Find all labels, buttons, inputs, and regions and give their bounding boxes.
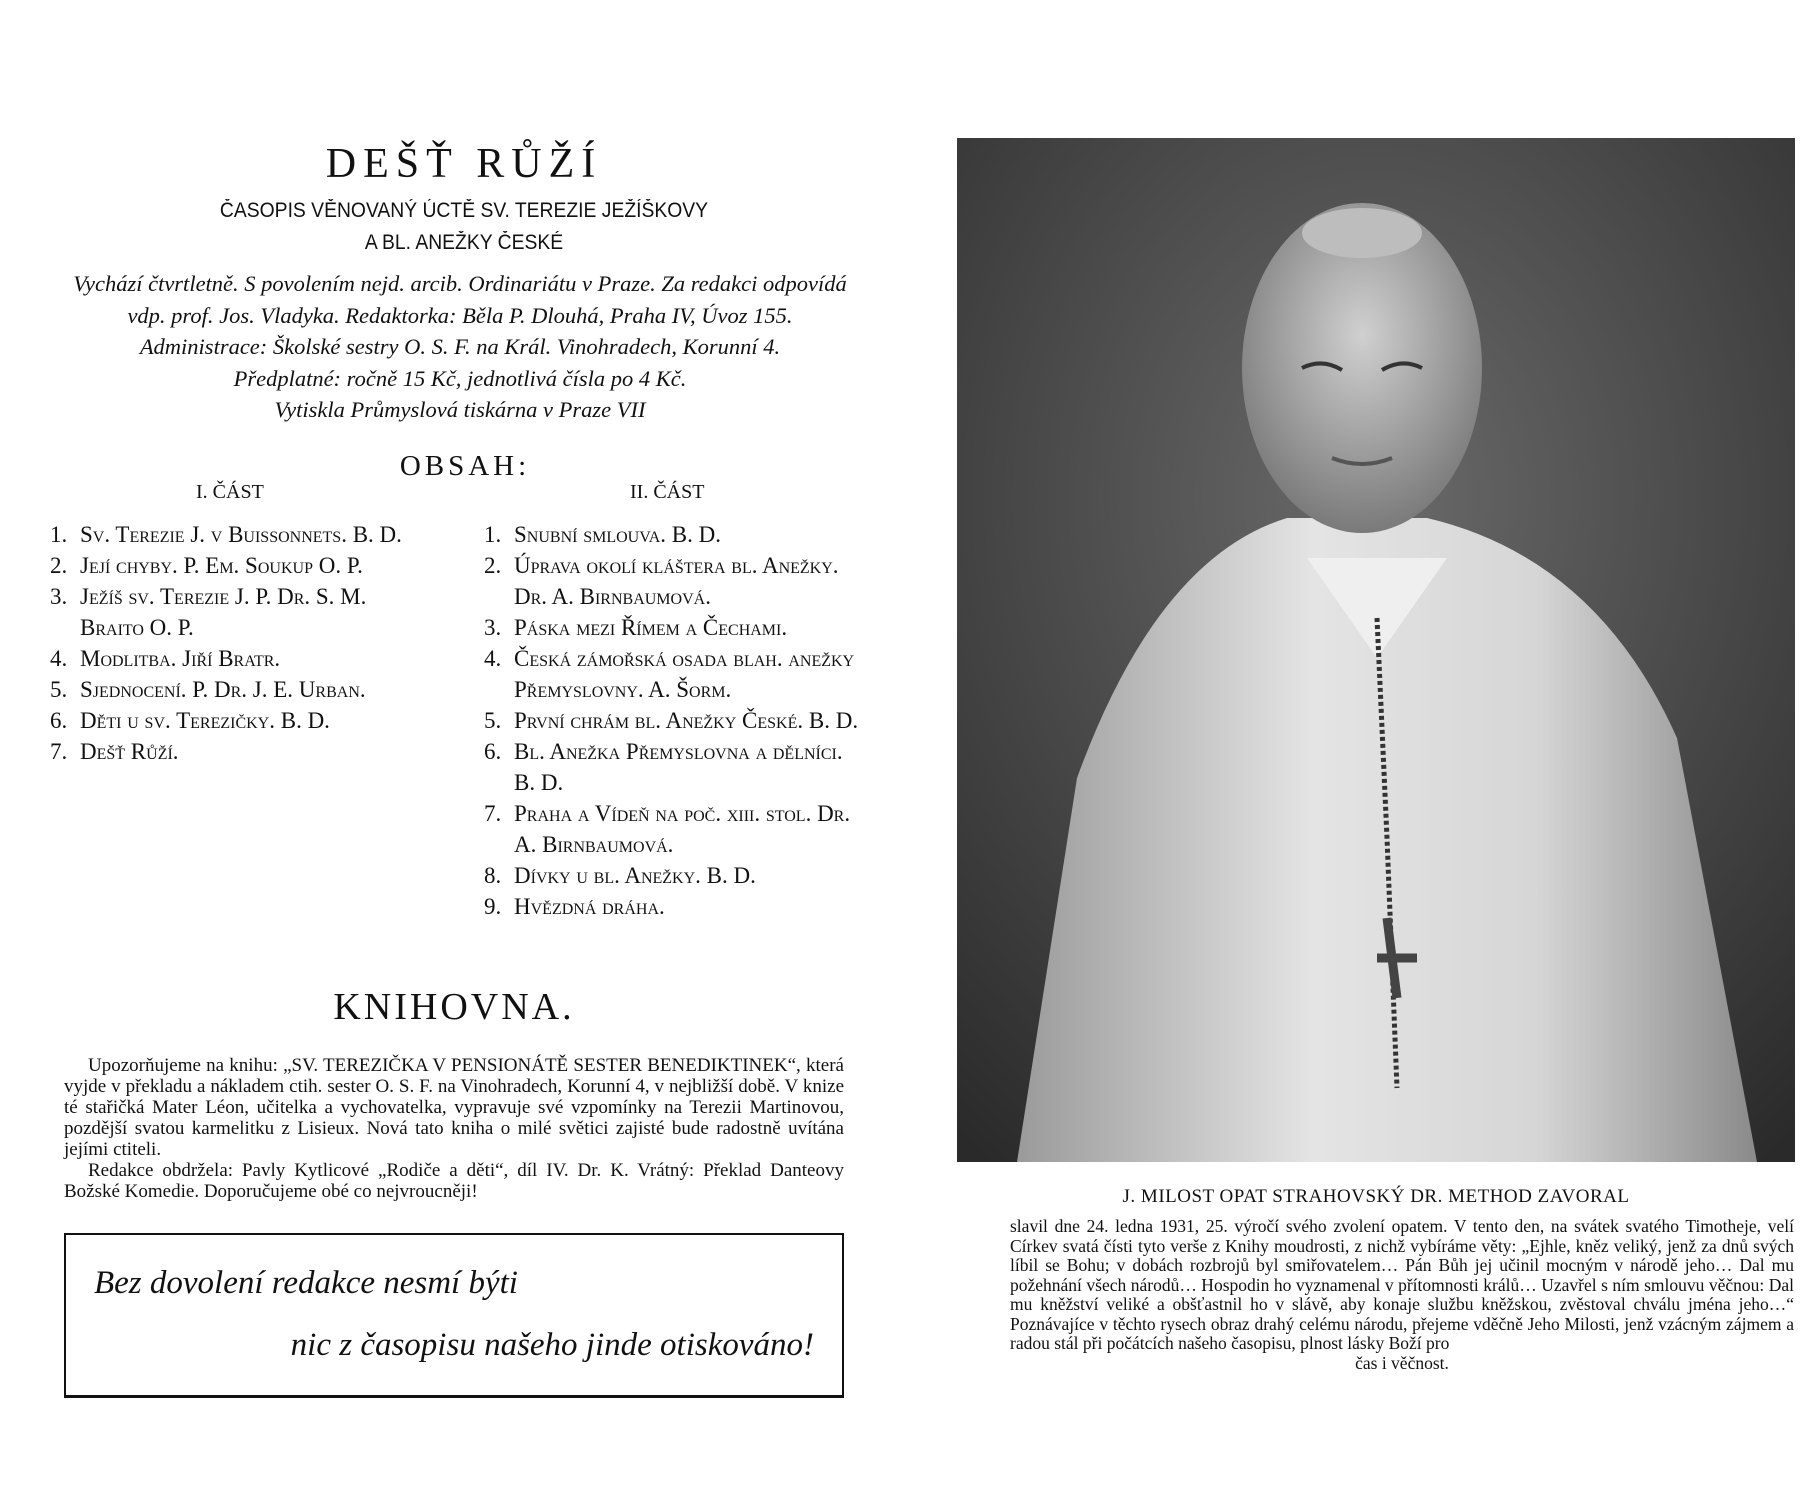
portrait-image (957, 138, 1795, 1162)
notice-line: Bez dovolení redakce nesmí býti (94, 1265, 518, 1301)
library-text (64, 1055, 844, 1202)
contents-item-title: Dívky u bl. Anežky. B. D. (514, 863, 756, 888)
contents-item-title: Úprava okolí kláštera bl. Anežky. Dr. A. Birnbaumová. (514, 553, 839, 609)
magazine-title: DEŠŤ RŮŽÍ (325, 141, 603, 187)
imprint (40, 268, 880, 426)
contents-item (484, 643, 864, 705)
contents-item-number: 2. (50, 553, 68, 578)
contents-item-title: Sjednocení. P. Dr. J. E. Urban. (80, 677, 366, 702)
contents-part2-list (484, 519, 864, 922)
contents-item (50, 519, 428, 550)
library-heading: KNIHOVNA. (333, 986, 575, 1028)
contents-item (50, 581, 428, 643)
contents-item-number: 4. (484, 646, 502, 671)
contents-item-title: Páska mezi Římem a Čechami. (514, 615, 788, 640)
contents-item (484, 798, 864, 860)
magazine-subtitle: ČASOPIS VĚNOVANÝ ÚCTĚ SV. TEREZIE JEŽÍŠKOVY (219, 199, 709, 222)
contents-item-title: První chrám bl. Anežky České. B. D. (514, 708, 859, 733)
contents-item (484, 550, 864, 612)
contents-item (50, 674, 428, 705)
contents-item-number: 3. (484, 615, 502, 640)
contents-item (50, 643, 428, 674)
contents-item (484, 705, 864, 736)
library-paragraph: Redakce obdržela: Pavly Kytlicové „Rodiče a děti“, díl IV. Dr. K. Vrátný: Překlad Danteovy Božské Komedie. Doporučujeme obé co nejvroucněji! (64, 1160, 844, 1202)
contents-item-title: Její chyby. P. Em. Soukup O. P. (80, 553, 363, 578)
contents-item (50, 550, 428, 581)
imprint-line: Vychází čtvrtletně. S povolením nejd. arcib. Ordinariátu v Praze. Za redakci odpovídá (73, 271, 847, 296)
portrait-photo (957, 138, 1795, 1162)
imprint-line: vdp. prof. Jos. Vladyka. Redaktorka: Běla P. Dlouhá, Praha IV, Úvoz 155. (127, 302, 793, 328)
library-paragraph: Upozorňujeme na knihu: „SV. TEREZIČKA V PENSIONÁTĚ SESTER BENEDIKTINEK“, která vyjde v překladu a nákladem ctih. sester O. S. F. na Vinohradech, Korunní 4, v nejbližší době. V knize té stařičká Mater Léon, učitelka a vychovatelka, vypravuje své vzpomínky na Terezii Martinovou, pozdější svatou karmelitku z Lisieux. Nová tato kniha o milé světici zajisté bude radostně uvítána jejími ctiteli. (64, 1055, 844, 1160)
contents-item (484, 612, 864, 643)
contents-item-title: Ježíš sv. Terezie J. P. Dr. S. M. Braito O. P. (80, 584, 367, 640)
contents-heading: OBSAH: (399, 450, 531, 482)
contents-item-number: 2. (484, 553, 502, 578)
contents-item-number: 1. (50, 522, 68, 547)
portrait-text-body: slavil dne 24. ledna 1931, 25. výročí svého zvolení opatem. V tento den, na svátek svatého Timotheje, velí Církev svatá čísti tyto verše z Knihy moudrosti, z nichž vybíráme věty: „Ejhle, kněz veliký, jenž za dnů svých líbil se Bohu; v dobách rozbrojů byl smiřovatelem… Pán Bůh jej učinil mocným v národě jeho… Dal mu požehnání všech národů… Hospodin ho vyznamenal v přítomnosti králů… Uzavřel s ním smlouvu věčnou: Dal mu kněžství veliké a obšťastnil ho v slávě, aby konaje službu kněžskou, zvěstoval chválu jména jeho…“ Poznávajíce v těchto rysech obraz drahý celému národu, přejeme vděčně Jeho Milosti, jenž vzácným zájmem a radou stál při počátcích našeho časopisu, plnost lásky Boží pro (1010, 1216, 1794, 1353)
contents-item-title: Dešť Růží. (80, 739, 179, 764)
contents-item-title: Snubní smlouva. B. D. (514, 522, 721, 547)
contents-item-title: Praha a Vídeň na poč. xiii. stol. Dr. A. Birnbaumová. (514, 801, 851, 857)
magazine-subtitle-2: A BL. ANEŽKY ČESKÉ (364, 231, 564, 254)
contents-item-title: Děti u sv. Terezičky. B. D. (80, 708, 330, 733)
contents-item-number: 4. (50, 646, 68, 671)
contents-item (484, 860, 864, 891)
contents-item-number: 3. (50, 584, 68, 609)
contents-item (484, 519, 864, 550)
contents-item-number: 7. (50, 739, 68, 764)
imprint-line: Administrace: Školské sestry O. S. F. na Král. Vinohradech, Korunní 4. (139, 334, 781, 359)
contents-item (484, 891, 864, 922)
contents-item-title: Modlitba. Jiří Bratr. (80, 646, 281, 671)
contents-item-number: 9. (484, 894, 502, 919)
contents-part1-list (50, 519, 428, 767)
contents-item-number: 6. (484, 739, 502, 764)
contents-item-number: 1. (484, 522, 502, 547)
contents-item-title: Sv. Terezie J. v Buissonnets. B. D. (80, 522, 402, 547)
contents-item-number: 7. (484, 801, 502, 826)
portrait-text (1010, 1217, 1794, 1373)
imprint-line: Předplatné: ročně 15 Kč, jednotlivá čísla po 4 Kč. (233, 365, 687, 391)
portrait-text-end: čas i věčnost. (1355, 1352, 1449, 1373)
copyright-notice-box (64, 1233, 844, 1398)
contents-item-number: 5. (50, 677, 68, 702)
contents-item-title: Hvězdná dráha. (514, 894, 665, 919)
contents-item-title: Bl. Anežka Přemyslovna a dělníci. B. D. (514, 739, 843, 795)
part1-heading: I. ČÁST (196, 481, 264, 503)
contents-item (484, 736, 864, 798)
contents-item-title: Česká zámořská osada blah. anežky Přemyslovny. A. Šorm. (514, 646, 855, 702)
contents-item-number: 6. (50, 708, 68, 733)
portrait-caption: J. MILOST OPAT STRAHOVSKÝ DR. METHOD ZAVORAL (1122, 1186, 1630, 1207)
contents-item-number: 5. (484, 708, 502, 733)
contents-item-number: 8. (484, 863, 502, 888)
contents-item (50, 705, 428, 736)
contents-item (50, 736, 428, 767)
part2-heading: II. ČÁST (630, 481, 705, 503)
imprint-line: Vytiskla Průmyslová tiskárna v Praze VII (274, 397, 646, 422)
notice-line: nic z časopisu našeho jinde otiskováno! (290, 1327, 814, 1363)
